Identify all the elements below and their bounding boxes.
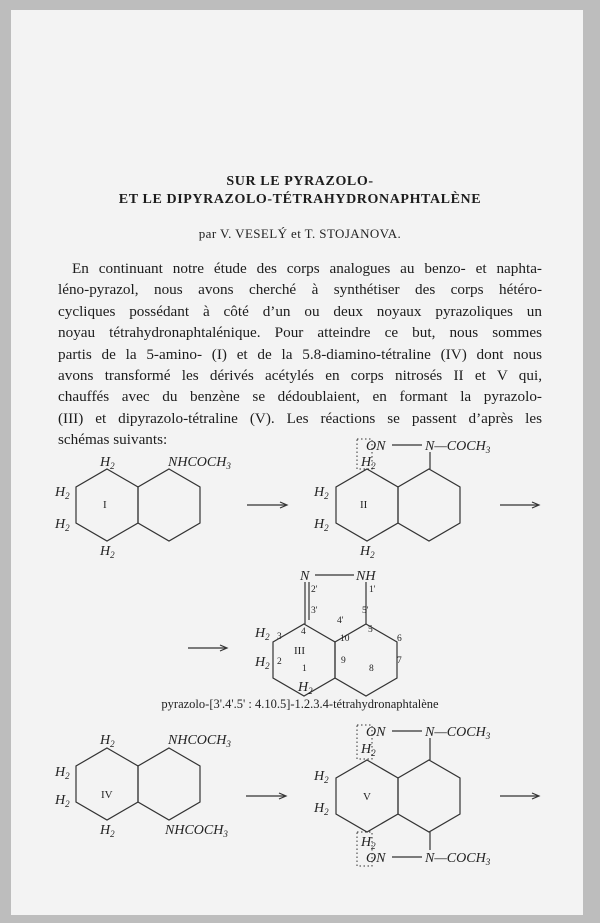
nh-label: NH [356, 569, 376, 584]
compound-I-ring-left [76, 469, 138, 541]
compound-label: V [363, 791, 371, 803]
paragraph-line: léno-pyrazol, nous avons cherché à synthétiser des corps hétéro- [58, 281, 542, 299]
nhcoch3-label: $NHCOCH_3$ [168, 733, 231, 749]
paragraph-line: (III) et dipyrazolo-tétraline (V). Les réactions se passent d’après les [58, 409, 542, 427]
h2-label: $H_2$ [100, 823, 115, 839]
h2-label: $H_2$ [100, 544, 115, 560]
position-label: 7 [397, 656, 402, 666]
position-label: 3' [311, 606, 318, 616]
position-label: 3 [277, 632, 282, 642]
nhcoch3-label: $NHCOCH_3$ [165, 823, 228, 839]
paragraph-line: noyau tétrahydronaphtalénique. Pour atteindre ce but, nous sommes [58, 324, 542, 342]
position-label: 2 [277, 657, 282, 667]
compound-I-ring-right [138, 469, 200, 541]
position-label: 9 [341, 656, 346, 666]
title-line-1: SUR LE PYRAZOLO- [226, 174, 374, 189]
n-coch3-label: $N—COCH_3$ [425, 725, 491, 741]
position-label: 5 [368, 625, 373, 635]
compound-V-ring-right [398, 760, 460, 832]
h2-label: $H_2$ [55, 793, 70, 809]
position-label: 1' [369, 585, 376, 595]
position-label: 5' [362, 606, 369, 616]
position-label: 10 [340, 634, 350, 644]
h2-label: $H_2$ [314, 801, 329, 817]
h2-label: $H_2$ [361, 835, 376, 851]
paragraph-line: En continuant notre étude des corps analogues au benzo- et naphta- [72, 260, 542, 277]
n-coch3-label: $N—COCH_3$ [425, 851, 491, 867]
position-label: 6 [397, 634, 402, 644]
on-label: ON [366, 851, 386, 866]
compound-IV-ring-right [138, 748, 200, 820]
h2-label: $H_2$ [361, 455, 376, 471]
h2-label: $H_2$ [298, 680, 313, 696]
on-label: ON [366, 725, 386, 740]
paragraph-line: avons transformé les dérivés acétylés en corps nitrosés II et V qui, [58, 367, 542, 385]
compound-III-caption: pyrazolo-[3'.4'.5' : 4.10.5]-1.2.3.4-tétrahydronaphtalène [161, 697, 439, 711]
n-coch3-label: $N—COCH_3$ [425, 439, 491, 455]
position-label: 1 [302, 664, 307, 674]
paragraph-line: schémas suivants: [58, 431, 168, 449]
compound-label: IV [101, 789, 113, 801]
h2-label: $H_2$ [314, 517, 329, 533]
compound-label: II [360, 499, 368, 511]
paragraph-line: chauffés avec du benzène se dédoublaient, en formant la pyrazolo- [58, 388, 542, 406]
h2-label: $H_2$ [55, 485, 70, 501]
h2-label: $H_2$ [314, 485, 329, 501]
h2-label: $H_2$ [314, 769, 329, 785]
position-label: 4 [301, 627, 306, 637]
title-line-2: ET LE DIPYRAZOLO-TÉTRAHYDRONAPHTALÈNE [118, 192, 482, 207]
compound-label: III [294, 645, 305, 657]
compound-II-ring-right [398, 469, 460, 541]
h2-label: $H_2$ [361, 742, 376, 758]
h2-label: $H_2$ [55, 765, 70, 781]
position-label: 2' [311, 585, 318, 595]
compound-label: I [103, 499, 107, 511]
paragraph-line: cycliques possédant à côté d’un ou deux noyaux pyrazoliques un [58, 302, 542, 320]
h2-label: $H_2$ [100, 733, 115, 749]
h2-label: $H_2$ [55, 517, 70, 533]
h2-label: $H_2$ [100, 455, 115, 471]
authors: par V. VESELÝ et T. STOJANOVA. [198, 226, 402, 241]
on-label: ON [366, 439, 386, 454]
position-label: 8 [369, 664, 374, 674]
position-label: 4' [337, 616, 344, 626]
paragraph-line: partis de la 5-amino- (I) et de la 5.8-diamino-tétraline (IV) dont nous [58, 345, 542, 363]
h2-label: $H_2$ [255, 626, 270, 642]
h2-label: $H_2$ [360, 544, 375, 560]
h2-label: $H_2$ [255, 655, 270, 671]
compound-IV-ring-left [76, 748, 138, 820]
nhcoch3-label: $NHCOCH_3$ [168, 455, 231, 471]
n-label: N [300, 569, 310, 584]
